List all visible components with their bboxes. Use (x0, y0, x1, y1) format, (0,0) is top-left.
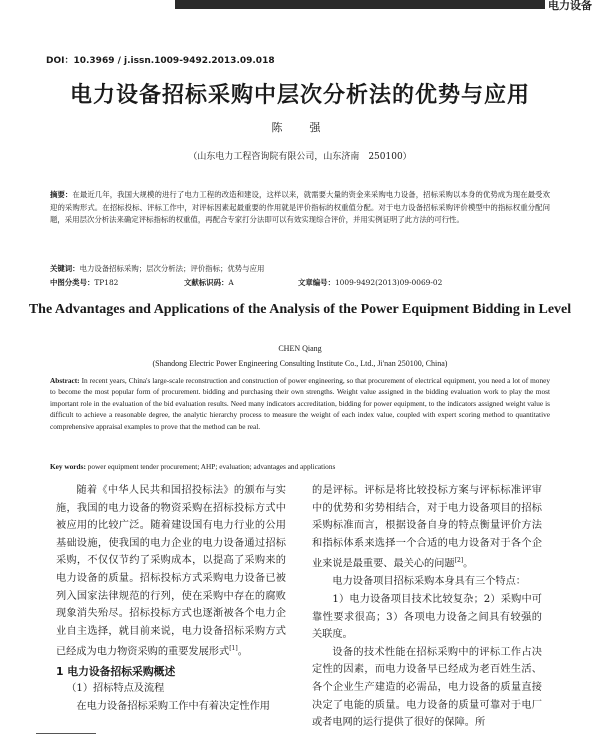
abstract-label-en: Abstract: (50, 376, 80, 385)
article-number (298, 277, 442, 288)
body-paragraph (312, 482, 542, 573)
journal-header-bar (0, 0, 600, 14)
doc-code-value: A (228, 278, 234, 287)
body-paragraph: 设备的技术性能在招标采购中的评标工作占决定性的因素，而电力设备早已经成为老百姓生活、各个企业生产建造的必需品，电力设备的质量直接决定了电能的质量。电力设备的质量可靠对于电厂或者电网的运行提供了很好的保障。所 (312, 646, 542, 729)
body-paragraph: 在电力设备招标采购工作中有着决定性作用 (76, 700, 270, 712)
article-no-label: 文章编号： (298, 278, 335, 287)
citation-ref: [2] (454, 557, 464, 565)
title-chinese: 电力设备招标采购中层次分析法的优势与应用 (69, 82, 530, 108)
body-right-column (312, 482, 542, 732)
keywords-text-cn: 电力设备招标采购；层次分析法；评价指标；优势与应用 (79, 264, 265, 273)
section-heading-1: 1 电力设备招标采购概述 (56, 665, 176, 679)
paragraph-end: 。 (463, 558, 474, 570)
doi-line: DOI：10.3969 / j.issn.1009-9492.2013.09.018 (46, 56, 275, 66)
body-left-column (56, 482, 286, 716)
affiliation-english: (Shandong Electric Power Engineering Consulting Institute Co., Ltd., Ji'nan 250100, China) (152, 359, 448, 368)
citation-ref: [1] (229, 645, 238, 653)
keywords-label-en: Key words: (50, 462, 86, 471)
classification-number (50, 277, 118, 288)
paragraph-end: 。 (237, 646, 248, 658)
keywords-english (50, 462, 550, 471)
abstract-text-cn: 在最近几年，我国大规模的进行了电力工程的改造和建设，这样以来，就需要大量的资金来采购电力设备，招标采购以本身的优势成为现在最受欢迎的采购形式。在招标投标、评标工作中，对评标因素起最重要的作用就是评价指标的权重值分配。对于电力设备招标采购评价模型中的指标权重分配问题，采用层次分析法来确定评标指标的权重值，再配合专家打分法即可以有效实现综合评价，并用实例证明了此方法的可行性。 (50, 190, 550, 224)
affiliation-chinese: （山东电力工程咨询院有限公司，山东济南 250100） (188, 152, 412, 162)
journal-section-tag: 电力设备 (548, 0, 592, 12)
abstract-label-cn: 摘要： (50, 190, 73, 199)
abstract-chinese (50, 189, 550, 227)
author-english: CHEN Qiang (278, 344, 322, 353)
author-chinese: 陈 强 (271, 121, 329, 134)
abstract-text-en: In recent years, China's large-scale reconstruction and construction of power engineering, so that procurement of electrical equipment, you need a lot of money to become the most popular form of procurement. bidding and purchasing their own strengths. Weight value assigned in the bidding evaluation work to play the most important role in the evaluation of the bid evaluation results. Need many indicators accreditation, bidding for power equipment, to the indicators assigned weight value is difficult to achieve a reasonable degree, the analytic hierarchy process to measure the weight of each index value, coupled with expert scoring method to quantitative comprehensive appraisal examples to prove that the method can be real. (50, 376, 550, 431)
abstract-english (50, 375, 550, 432)
paragraph-text: 随着《中华人民共和国招投标法》的颁布与实施，我国的电力设备的物资采购在招标投标方式中被应用的比较广泛。随着建设国有电力行业的公用基础设施，使我国的电力企业的电力设备通过招标采购，不仅仅节约了采购成本，以提高了采购来的电力设备的质量。招标投标方式采购电力设备已被列入国家法律规范的行列，使在采购中存在的腐败现象消失殆尽。招标投标方式也逐渐被各个电力企业自主选择，就目前来说，电力设备招标采购方式已经成为电力物资采购的重要发展形式 (56, 485, 286, 658)
body-paragraph: 电力设备项目招标采购本身具有三个特点： (332, 576, 526, 588)
doc-code-label: 文献标识码： (184, 278, 229, 287)
body-paragraph: 1）电力设备项目技术比较复杂；2）采购中可靠性要求很高；3）各项电力设备之间具有较强的关联度。 (312, 593, 542, 641)
keywords-label-cn: 关键词： (50, 264, 80, 273)
article-no-value: 1009-9492(2013)09-0069-02 (334, 278, 443, 287)
keywords-text-en: power equipment tender procurement; AHP; evaluation; advantages and applications (87, 462, 336, 471)
paragraph-text: 的是评标。评标是将比较投标方案与评标标准评审中的优势和劣势相结合，对于电力设备项目的招标采购标准而言，根据设备自身的特点衡量评价方法和指标体系来选择一个合适的电力设备对于各个企业来说是最重要、最关心的问题 (312, 485, 542, 570)
subsection-heading: （1）招标特点及流程 (66, 683, 165, 695)
header-dark-band (175, 0, 545, 9)
clc-label: 中图分类号： (50, 278, 95, 287)
footnote-rule (36, 733, 96, 734)
document-code (184, 277, 234, 288)
header-band-text (175, 8, 185, 17)
title-english: The Advantages and Applications of the Analysis of the Power Equipment Bidding in Level (28, 302, 572, 317)
keywords-chinese (50, 263, 550, 274)
body-paragraph (56, 482, 286, 661)
clc-value: TP182 (94, 278, 119, 287)
